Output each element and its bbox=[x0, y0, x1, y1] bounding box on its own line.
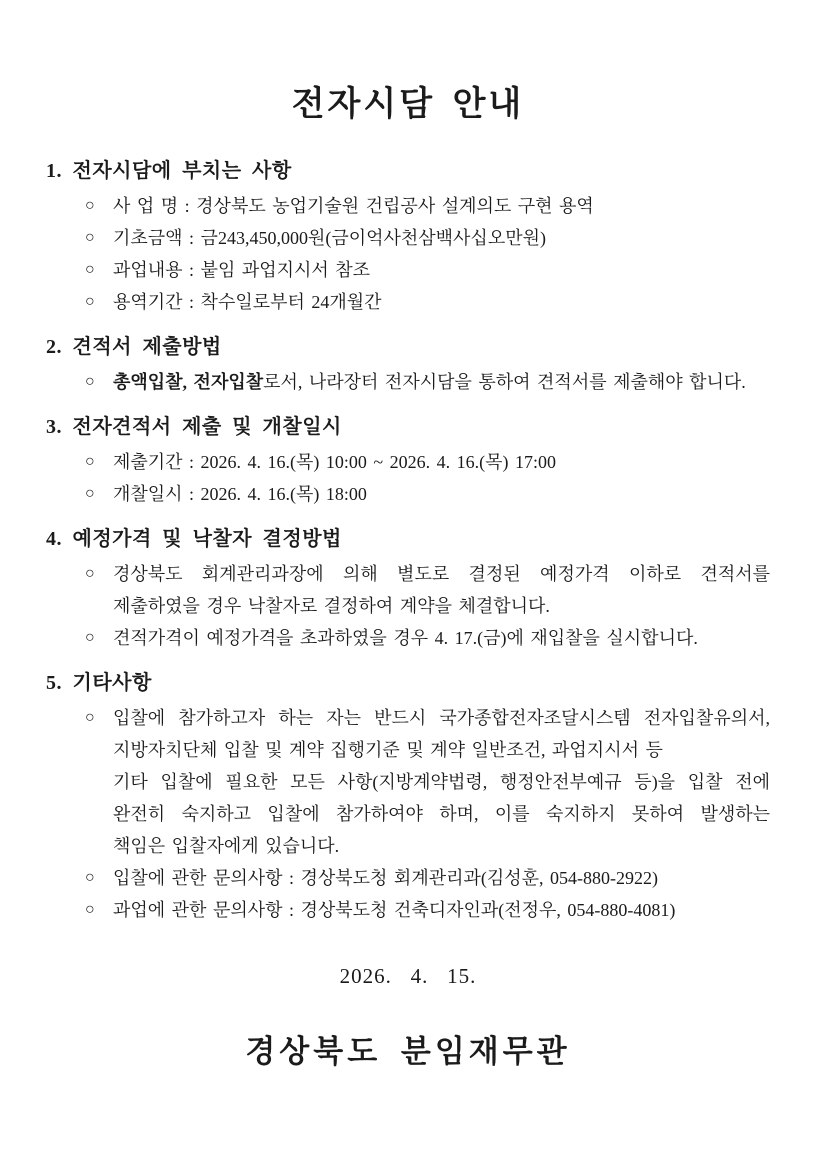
list-item-bid-contact bbox=[85, 862, 770, 894]
list-item-award-criteria bbox=[85, 558, 770, 622]
section-heading: 3. 전자견적서 제출 및 개찰일시 bbox=[46, 416, 342, 438]
circle-bullet: ○ bbox=[85, 901, 95, 918]
item-line: 경상북도 회계관리과장에 의해 별도로 결정된 예정가격 이하로 견적서를 bbox=[113, 564, 770, 584]
item-line: 지방자치단체 입찰 및 계약 집행기준 및 계약 일반조건, 과업지시서 등 bbox=[113, 740, 663, 760]
circle-bullet: ○ bbox=[85, 373, 95, 390]
circle-bullet: ○ bbox=[85, 261, 95, 278]
circle-bullet: ○ bbox=[85, 229, 95, 246]
section-heading: 1. 전자시담에 부치는 사항 bbox=[46, 160, 292, 182]
section-item-list bbox=[46, 190, 770, 318]
item-line: 입찰에 참가하고자 하는 자는 반드시 국가종합전자조달시스템 전자입찰유의서, bbox=[113, 708, 770, 728]
item-line: 과업에 관한 문의사항 : 경상북도청 건축디자인과(전정우, 054-880-4081) bbox=[113, 900, 676, 920]
circle-bullet: ○ bbox=[85, 565, 95, 582]
document-date: 2026. 4. 15. bbox=[339, 964, 477, 988]
list-item-bidder-responsibility bbox=[85, 702, 770, 862]
document-title: 전자시담 안내 bbox=[291, 86, 525, 123]
circle-bullet: ○ bbox=[85, 485, 95, 502]
section-item-list bbox=[46, 446, 770, 510]
list-item-task-contact bbox=[85, 894, 770, 926]
item-line: 기타 입찰에 필요한 모든 사항(지방계약법령, 행정안전부예규 등)을 입찰 전에 bbox=[113, 772, 770, 792]
list-item-base-amount bbox=[85, 222, 770, 254]
section-award-method bbox=[46, 524, 770, 654]
item-line bbox=[113, 366, 770, 398]
list-item-task-content bbox=[85, 254, 770, 286]
section-heading: 2. 견적서 제출방법 bbox=[46, 336, 222, 358]
circle-bullet: ○ bbox=[85, 453, 95, 470]
section-item-list bbox=[46, 702, 770, 926]
section-bid-overview bbox=[46, 156, 770, 318]
section-heading: 4. 예정가격 및 낙찰자 결정방법 bbox=[46, 528, 342, 550]
circle-bullet: ○ bbox=[85, 869, 95, 886]
list-item-opening-datetime bbox=[85, 478, 770, 510]
item-line: 입찰에 관한 문의사항 : 경상북도청 회계관리과(김성훈, 054-880-2922) bbox=[113, 868, 659, 888]
section-other-matters bbox=[46, 668, 770, 926]
circle-bullet: ○ bbox=[85, 709, 95, 726]
list-item-project-name bbox=[85, 190, 770, 222]
item-line: 완전히 숙지하고 입찰에 참가하여야 하며, 이를 숙지하지 못하여 발생하는 bbox=[113, 804, 770, 824]
emphasis-text: 총액입찰, 전자입찰 bbox=[113, 372, 264, 392]
circle-bullet: ○ bbox=[85, 629, 95, 646]
section-item-list bbox=[46, 558, 770, 654]
item-line: 책임은 입찰자에게 있습니다. bbox=[113, 836, 340, 856]
item-line: 용역기간 : 착수일로부터 24개월간 bbox=[113, 292, 382, 312]
list-item-rebid bbox=[85, 622, 770, 654]
list-item-service-period bbox=[85, 286, 770, 318]
section-submission-method bbox=[46, 332, 770, 398]
item-line: 견적가격이 예정가격을 초과하였을 경우 4. 17.(금)에 재입찰을 실시합니다. bbox=[113, 628, 698, 648]
list-item-submission-method bbox=[85, 366, 770, 398]
item-line: 기초금액 : 금243,450,000원(금이억사천삼백사십오만원) bbox=[113, 228, 546, 248]
section-schedule bbox=[46, 412, 770, 510]
section-item-list bbox=[46, 366, 770, 398]
circle-bullet: ○ bbox=[85, 197, 95, 214]
circle-bullet: ○ bbox=[85, 293, 95, 310]
item-line: 개찰일시 : 2026. 4. 16.(목) 18:00 bbox=[113, 484, 367, 504]
signatory-title: 경상북도 분임재무관 bbox=[245, 1034, 571, 1069]
item-line: 사 업 명 : 경상북도 농업기술원 건립공사 설계의도 구현 용역 bbox=[113, 196, 594, 216]
list-item-submission-period bbox=[85, 446, 770, 478]
item-line: 과업내용 : 붙임 과업지시서 참조 bbox=[113, 260, 371, 280]
section-heading: 5. 기타사항 bbox=[46, 672, 152, 694]
item-line: 제출기간 : 2026. 4. 16.(목) 10:00 ~ 2026. 4. 16.(목) 17:00 bbox=[113, 452, 557, 472]
item-line: 제출하였을 경우 낙찰자로 결정하여 계약을 체결합니다. bbox=[113, 596, 550, 616]
item-text: 로서, 나라장터 전자시담을 통하여 견적서를 제출해야 합니다. bbox=[263, 372, 746, 392]
